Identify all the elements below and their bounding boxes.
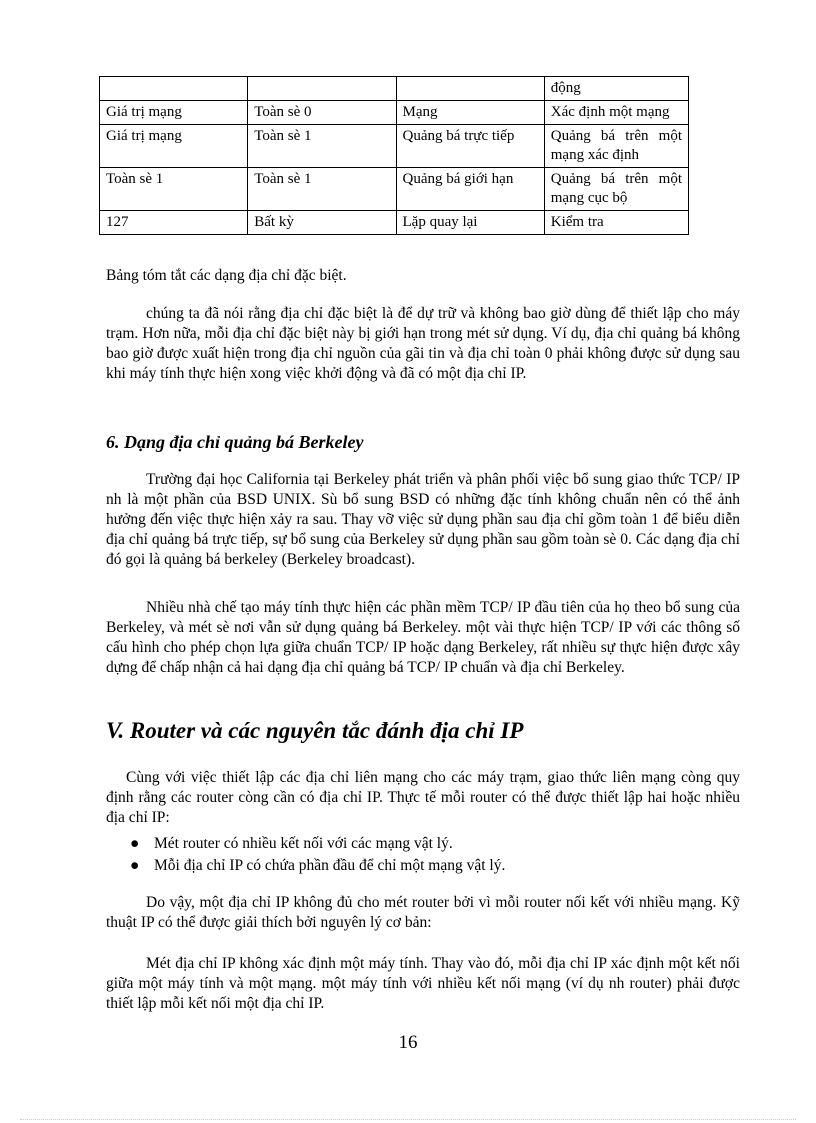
table-cell: Quảng bá trực tiếp (396, 125, 544, 168)
table-cell: 127 (100, 211, 248, 235)
section-heading-berkeley: 6. Dạng địa chỉ quảng bá Berkeley (106, 432, 364, 452)
paragraph-berkeley-adoption: Nhiều nhà chế tạo máy tính thực hiện các phần mềm TCP/ IP đầu tiên của họ theo bổ sung của Berkeley, và mét sè nơi vẫn sử dụng quảng bá Berkeley. một vài thực hiện TCP/ IP với các thông số cấu hình cho phép chọn lựa giữa chuẩn TCP/ IP hoặc dạng Berkeley, rất nhiều sự thực hiện được xây dựng để chấp nhận cả hai dạng địa chỉ quảng bá TCP/ IP chuẩn và địa chỉ Berkeley. (106, 599, 740, 676)
bullet-item (130, 833, 730, 855)
table-cell: Quảng bá trên một mạng xác định (544, 125, 688, 168)
table-cell: Toàn sè 0 (248, 101, 396, 125)
table-cell: Bất kỳ (248, 211, 396, 235)
paragraph-router-addresses: Cùng với việc thiết lập các địa chỉ liên mạng cho các máy trạm, giao thức liên mạng còng quy định rằng các router còng cần có địa chỉ IP. Thực tế mỗi router có thể được thiết lập hai hoặc nhiều địa chỉ IP: (106, 769, 740, 826)
special-address-table (99, 76, 689, 235)
router-bullet-list (130, 833, 730, 877)
table-cell: Toàn sè 1 (248, 168, 396, 211)
table-body (100, 77, 689, 235)
footer-divider (20, 1119, 796, 1120)
table-cell (248, 77, 396, 101)
bullet-text: Mỗi địa chỉ IP có chứa phần đầu để chỉ một mạng vật lý. (154, 857, 506, 874)
table-cell: Toàn sè 1 (248, 125, 396, 168)
page-number: 16 (398, 1032, 418, 1053)
table-row (100, 168, 689, 211)
table-cell: Giá trị mạng (100, 101, 248, 125)
paragraph-router-insufficient: Do vậy, một địa chỉ IP không đủ cho mét router bởi vì mỗi router nối kết với nhiều mạng. Kỹ thuật IP có thể được giải thích bởi nguyên lý cơ bản: (106, 894, 740, 931)
table-cell: Giá trị mạng (100, 125, 248, 168)
table-cell: Quảng bá giới hạn (396, 168, 544, 211)
table-cell: Lặp quay lại (396, 211, 544, 235)
table-cell: Quảng bá trên một mạng cục bộ (544, 168, 688, 211)
table-cell: Xác định một mạng (544, 101, 688, 125)
bullet-dot: ● (130, 835, 140, 852)
paragraph-berkeley-origin: Trường đại học California tại Berkeley phát triển và phân phối việc bổ sung giao thức TCP/ IP nh là một phần của BSD UNIX. Sù bổ sung BSD có những đặc tính không chuẩn nên có thể ảnh hưởng đến việc thực hiện xảy ra sau. Thay vỡ việc sử dụng phần sau địa chỉ gồm toàn 1 để biểu diễn địa chỉ quảng bá trực tiếp, sự bổ sung của Berkeley sử dụng phần sau gồm toàn sè 0. Các dạng địa chỉ đó gọi là quảng bá berkeley (Berkeley broadcast). (106, 471, 740, 568)
table-row (100, 125, 689, 168)
table-row (100, 211, 689, 235)
table-caption: Bảng tóm tắt các dạng địa chỉ đặc biệt. (106, 267, 347, 284)
table-cell: Mạng (396, 101, 544, 125)
bullet-text: Mét router có nhiều kết nối với các mạng vật lý. (154, 835, 453, 852)
bullet-item (130, 855, 730, 877)
bullet-dot: ● (130, 857, 140, 874)
table-cell (100, 77, 248, 101)
paragraph-special-addresses: chúng ta đã nói rằng địa chỉ đặc biệt là để dự trữ và không bao giờ dùng để thiết lập cho máy trạm. Hơn nữa, mỗi địa chỉ đặc biệt này bị giới hạn trong mét sử dụng. Ví dụ, địa chỉ quảng bá không bao giờ được xuất hiện trong địa chỉ nguồn của gãi tin và địa chỉ toàn 0 phải không được sử dụng sau khi máy tính thực hiện xong việc khởi động và đã có một địa chỉ IP. (106, 305, 740, 382)
table-cell (396, 77, 544, 101)
table-cell: động (544, 77, 688, 101)
table-cell: Toàn sè 1 (100, 168, 248, 211)
table-row (100, 101, 689, 125)
chapter-heading-router: V. Router và các nguyên tắc đánh địa chỉ IP (106, 718, 524, 743)
paragraph-ip-connection: Mét địa chỉ IP không xác định một máy tính. Thay vào đó, mỗi địa chỉ IP xác định một kết nối giữa một máy tính và một mạng. một máy tính với nhiều kết nối mạng (ví dụ nh router) phải được thiết lập mỗi kết nối một địa chỉ IP. (106, 955, 740, 1012)
table-row (100, 77, 689, 101)
table-cell: Kiểm tra (544, 211, 688, 235)
